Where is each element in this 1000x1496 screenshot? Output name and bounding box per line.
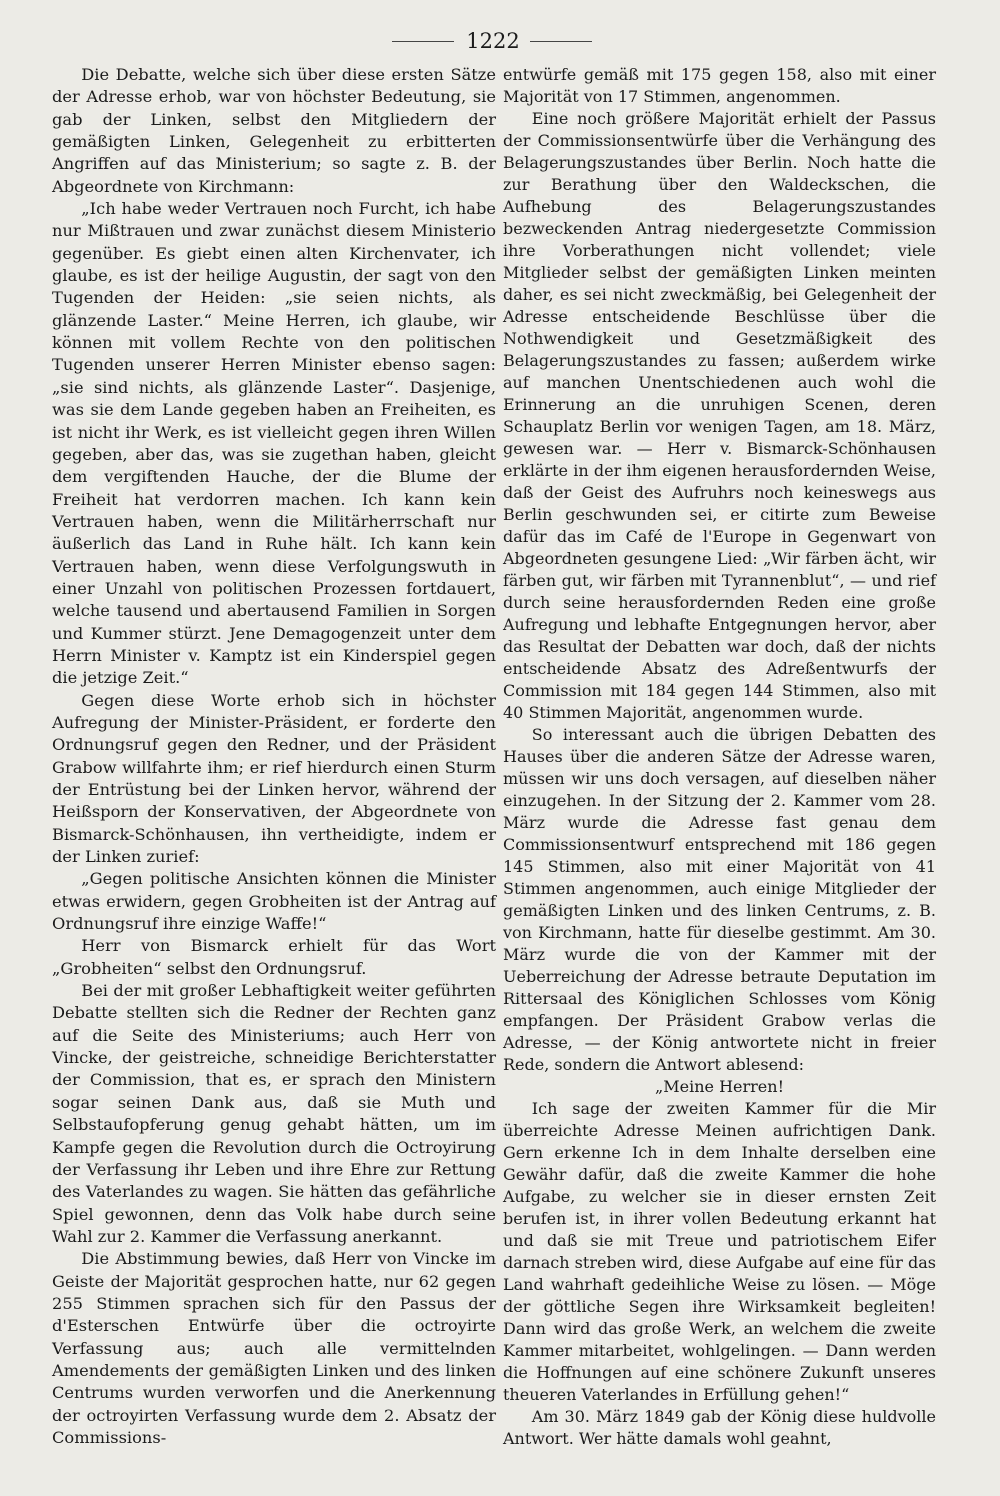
paragraph: Die Debatte, welche sich über diese ersten Sätze der Adresse erhob, war von höchster Bedeutung, sie gab der Linken, selbst den Mitgliedern der gemäßigten Linken, Gelegenheit zu erbitterten Angriffen auf das Ministerium; so sagte z. B. der Abgeordnete von Kirchmann: xyxy=(52,65,496,196)
paragraph: Herr von Bismarck erhielt für das Wort „Grobheiten“ selbst den Ordnungsruf. xyxy=(52,936,496,978)
paragraph: Eine noch größere Majorität erhielt der Passus der Commissionsentwürfe über die Verhängung des Belagerungszustandes über Berlin. Noch hatte die zur Berathung über den Waldeckschen, die Aufhebung des Belagerungszustandes bezweckenden Antrag niedergesetzte Commission ihre Vorberathungen nicht vollendet; viele Mitglieder selbst der gemäßigten Linken meinten daher, es sei nicht zweckmäßig, bei Gelegenheit der Adresse entscheidende Beschlüsse über die Nothwendigkeit und Gesetzmäßigkeit des Belagerungszustandes zu fassen; außerdem wirke auf manchen Unentschiedenen auch wohl die Erinnerung an die unruhigen Scenen, deren Schauplatz Berlin vor wenigen Tagen, am 18. März, gewesen war. — Herr v. Bismarck-Schönhausen erklärte in der ihm eigenen herausfordernden Weise, daß der Geist des Aufruhrs noch keineswegs aus Berlin geschwunden sei, er citirte zum Beweise dafür das im Café de l'Europe in Gegenwart von Abgeordneten gesungene Lied: „Wir färben ächt, wir färben gut, wir färben mit Tyrannenblut“, — und rief durch seine herausfordernden Reden eine große Aufregung und lebhafte Entgegnungen hervor, aber das Resultat der Debatten war doch, daß der nichts entscheidende Absatz des Adreßentwurfs der Commission mit 184 gegen 144 Stimmen, also mit 40 Stimmen Majorität, angenommen wurde. xyxy=(503,109,936,722)
paragraph: Am 30. März 1849 gab der König diese huldvolle Antwort. Wer hätte damals wohl geahnt, xyxy=(503,1407,936,1448)
paragraph: Die Abstimmung bewies, daß Herr von Vincke im Geiste der Majorität gesprochen hatte, nur 62 gegen 255 Stimmen sprachen sich für den Passus der d'Esterschen Entwürfe über die octroyirte Verfassung aus; auch alle vermittelnden Amendements der gemäßigten Linken und des linken Centrums wurden verworfen und die Anerkennung der octroyirten Verfassung wurde dem 2. Absatz der Commissions- xyxy=(52,1249,496,1447)
paragraph: Gegen diese Worte erhob sich in höchster Aufregung der Minister-Präsident, er forderte den Ordnungsruf gegen den Redner, und der Präsident Grabow willfahrte ihm; er rief hierdurch einen Sturm der Entrüstung bei der Linken hervor, während der Heißsporn der Konservativen, der Abgeordnete von Bismarck-Schönhausen, ihn vertheidigte, indem er der Linken zurief: xyxy=(52,690,496,867)
header-rule-left xyxy=(392,41,454,42)
quote-paragraph: „Ich habe weder Vertrauen noch Furcht, ich habe nur Mißtrauen und zwar zunächst diesem Ministerio gegenüber. Es giebt einen alten Kirchenvater, ich glaube, es ist der heilige Augustin, der sagt von den Tugenden der Heiden: „sie seien nichts, als glänzende Laster.“ Meine Herren, ich glaube, wir können mit vollem Rechte von den politischen Tugenden unserer Herren Minister ebenso sagen: „sie sind nichts, als glänzende Laster“. Dasjenige, was sie dem Lande gegeben haben an Freiheiten, es ist nicht ihr Werk, es ist vielleicht gegen ihren Willen gegeben, aber das, was sie zugethan haben, gleicht dem vergiftenden Hauche, der die Blume der Freiheit hat verdorren machen. Ich kann kein Vertrauen haben, wenn die Militärherrschaft nur äußerlich das Land in Ruhe hält. Ich kann kein Vertrauen haben, wenn diese Verfolgungswuth in einer Unzahl von politischen Prozessen fortdauert, welche tausend und abertausend Familien in Sorgen und Kummer stürzt. Jene Demagogenzeit unter dem Herrn Minister v. Kamptz ist ein Kinderspiel gegen die jetzige Zeit.“ xyxy=(52,199,496,688)
paragraph: So interessant auch die übrigen Debatten des Hauses über die anderen Sätze der Adresse waren, müssen wir uns doch versagen, auf dieselben näher einzugehen. In der Sitzung der 2. Kammer vom 28. März wurde die Adresse fast genau dem Commissionsentwurf entsprechend mit 186 gegen 145 Stimmen, also mit einer Majorität von 41 Stimmen angenommen, auch einige Mitglieder der gemäßigten Linken und des linken Centrums, z. B. von Kirchmann, hatte für dieselbe gestimmt. Am 30. März wurde die von der Kammer mit der Ueberreichung der Adresse betraute Deputation im Rittersaal des Königlichen Schlosses vom König empfangen. Der Präsident Grabow verlas die Adresse, — der König antwortete nicht in freier Rede, sondern die Antwort ablesend: xyxy=(503,725,936,1074)
quote-paragraph: „Gegen politische Ansichten können die Minister etwas erwidern, gegen Grobheiten ist der Antrag auf Ordnungsruf ihre einzige Waffe!“ xyxy=(52,869,496,934)
continued-paragraph: entwürfe gemäß mit 175 gegen 158, also mit einer Majorität von 17 Stimmen, angenommen. xyxy=(503,65,936,106)
page-number: 1222 xyxy=(466,29,520,53)
salutation: „Meine Herren! xyxy=(654,1077,785,1096)
right-column xyxy=(503,64,936,1450)
left-column xyxy=(52,64,496,1449)
page-header xyxy=(0,28,1000,56)
header-rule-right xyxy=(530,41,592,42)
quote-paragraph: Ich sage der zweiten Kammer für die Mir überreichte Adresse Meinen aufrichtigen Dank. Gern erkenne Ich in dem Inhalte derselben eine Gewähr dafür, daß die zweite Kammer die hohe Aufgabe, zu welcher sie in dieser ernsten Zeit berufen ist, in ihrer vollen Bedeutung erkannt hat und daß sie mit Treue und patriotischem Eifer darnach streben wird, diese Aufgabe auf eine für das Land wahrhaft gedeihliche Weise zu lösen. — Möge der göttliche Segen ihre Wirksamkeit begleiten! Dann wird das große Werk, an welchem die zweite Kammer mitarbeitet, wohlgelingen. — Dann werden die Hoffnungen auf eine schönere Zukunft unseres theueren Vaterlandes in Erfüllung gehen!“ xyxy=(503,1099,936,1404)
paragraph: Bei der mit großer Lebhaftigkeit weiter geführten Debatte stellten sich die Redner der Rechten ganz auf die Seite des Ministeriums; auch Herr von Vincke, der geistreiche, schneidige Berichterstatter der Commission, that es, er sprach den Ministern sogar seinen Dank aus, daß sie Muth und Selbstaufopferung genug gehabt hätten, um im Kampfe gegen die Revolution durch die Octroyirung der Verfassung ihr Leben und ihre Ehre zur Rettung des Vaterlandes zu wagen. Sie hätten das gefährliche Spiel gewonnen, denn das Volk habe durch seine Wahl zur 2. Kammer die Verfassung anerkannt. xyxy=(52,981,496,1246)
